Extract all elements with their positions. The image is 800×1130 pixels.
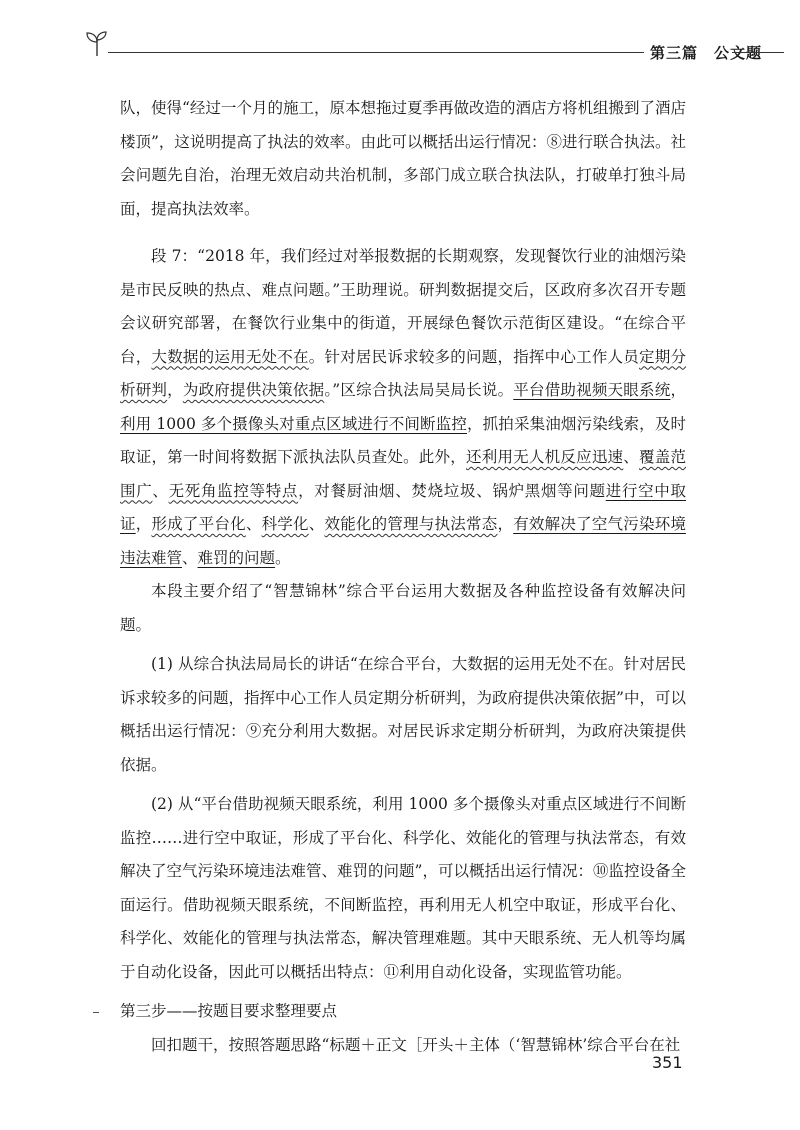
paragraph-point-1: (1) 从综合执法局局长的讲话“在综合平台，大数据的运用无处不在。针对居民诉求较多的问题，指挥中心工作人员定期分析研判，为政府提供决策依据”中，可以概括出运行情况：⑨充分利用大数据。对居民诉求定期分析研判，为政府决策提供依据。 (120, 655, 686, 774)
wavy-underlined-text: 形成了平台化 (151, 515, 246, 533)
text-run: 。 (275, 548, 291, 567)
paragraph-step-3: 回扣题干，按照答题思路“标题＋正文［开头＋主体（‘智慧锦林’综合平台在社 (151, 1035, 681, 1054)
step-heading: 第三步——按题目要求整理要点 (120, 1002, 338, 1020)
text-run: ，抓拍采集油烟污染线索，及时取证，第一时间将数据下派执法队员查处。此外， (120, 414, 686, 466)
running-header (84, 26, 784, 66)
wavy-underlined-text: 还利用无人机反应迅速 (466, 448, 624, 466)
sprout-icon (84, 28, 110, 58)
underlined-text: 进行空中取证 (120, 481, 686, 533)
page-body (120, 92, 686, 1062)
wavy-underlined-text: 科学化 (261, 515, 309, 533)
text-run: 、 (182, 548, 198, 567)
text-run: 、 (623, 448, 640, 466)
text-run: ， (497, 515, 514, 533)
wavy-underlined-text: 覆盖范围广 (120, 448, 686, 500)
text-run: 段 7：“2018 年，我们经过对举报数据的长期观察，发现餐饮行业的油烟污染是市民反映的热点、难点问题。”王助理说。研判数据提交后，区政府多次召开专题会议研究部署，在餐饮行业集中的街道，开展绿色餐饮示范街区建设。“在综合平台， (120, 247, 686, 366)
underlined-text: 难罚的问题 (197, 548, 276, 567)
paragraph-1: 队，使得“经过一个月的施工，原本想拖过夏季再做改造的酒店方将机组搬到了酒店楼顶”，这说明提高了执法的效率。由此可以概括出运行情况：⑧进行联合执法。社会问题先自治，治理无效启动共治机制，多部门成立联合执法队，打破单打独斗局面，提高执法效率。 (120, 99, 686, 218)
underlined-text: 平台借助视频天眼系统 (513, 381, 671, 399)
wavy-underlined-text: 大数据的运用无处不在 (151, 347, 309, 366)
text-run: 、 (245, 515, 262, 533)
underlined-text: 有效解决了空气污染环境违法难管 (120, 515, 686, 567)
header-rule-right (732, 52, 784, 53)
wavy-underlined-text: 定期分析研判 (120, 347, 686, 399)
header-rule-left (108, 52, 644, 53)
wavy-underlined-text: 为政府提供决策依据 (182, 381, 325, 399)
text-run: ， (135, 515, 152, 533)
paragraph-summary: 本段主要介绍了“智慧锦林”综合平台运用大数据及各种监控设备有效解决问题。 (120, 582, 686, 634)
text-run: ，对餐厨油烟、焚烧垃圾、锅炉黑烟等问题 (298, 481, 606, 500)
wavy-underlined-text: 无死角监控等特点 (168, 481, 299, 500)
paragraph-duan-7 (120, 240, 686, 575)
page-number: 351 (652, 1053, 683, 1072)
text-run: 。”区综合执法局吴局长说。 (324, 381, 514, 399)
text-run: ， (167, 381, 183, 399)
underlined-text: 利用 1000 多个摄像头对重点区域进行不间断监控 (120, 414, 467, 433)
text-run: 、 (152, 481, 169, 500)
paragraph-point-2: (2) 从“平台借助视频天眼系统，利用 1000 多个摄像头对重点区域进行不间断监控……进行空中取证，形成了平台化、科学化、效能化的管理与执法常态，有效解决了空气污染环境违法难管、难罚的问题”，可以概括出运行情况：⑩监控设备全面运行。借助视频天眼系统，不间断监控，再利用无人机空中取证，形成平台化、科学化、效能化的管理与执法常态，解决管理难题。其中天眼系统、无人机等均属于自动化设备，因此可以概括出特点：⑪利用自动化设备，实现监管功能。 (120, 795, 686, 981)
text-run: 。针对居民诉求较多的问题，指挥中心工作人员 (308, 347, 640, 366)
text-run: 、 (308, 515, 325, 533)
text-run: ， (670, 381, 686, 399)
wavy-underlined-text: 效能化的管理与执法常态 (324, 515, 498, 533)
margin-mark (93, 1012, 99, 1013)
section-title: 第三篇 公文题 (650, 44, 763, 62)
